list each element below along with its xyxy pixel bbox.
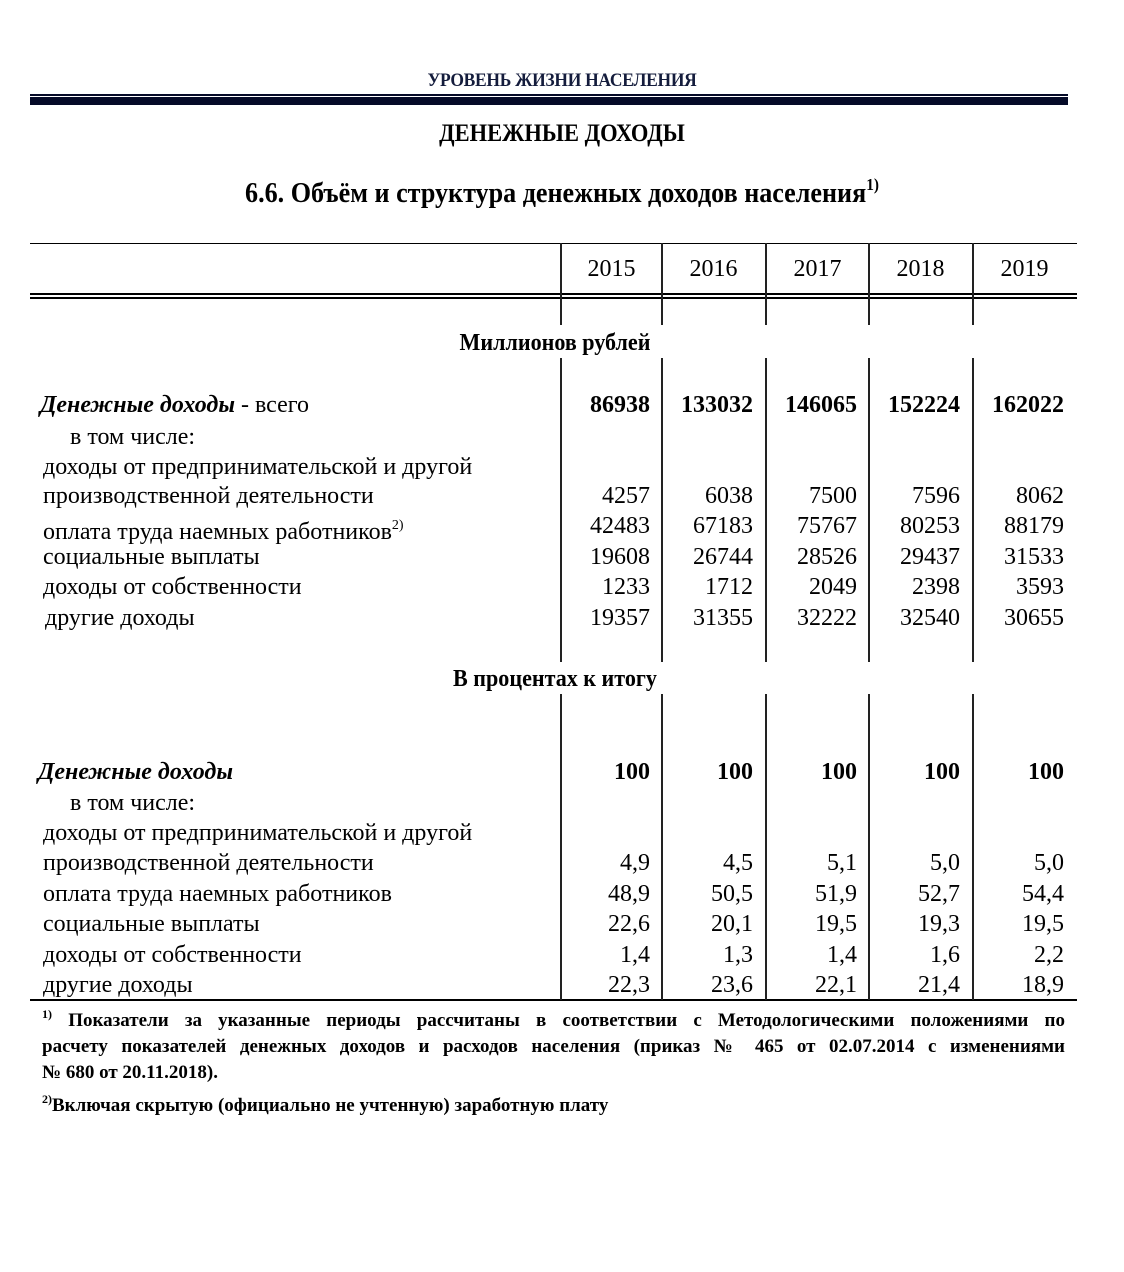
cell: 2049 xyxy=(809,574,857,600)
including-label: в том числе: xyxy=(70,790,196,816)
cell: 6038 xyxy=(705,483,753,509)
footnote-1-line: № 680 от 20.11.2018). xyxy=(42,1062,218,1083)
cell: 1,6 xyxy=(930,942,960,968)
row-label: доходы от собственности xyxy=(43,574,302,600)
footnote-mark: 1) xyxy=(42,1007,52,1021)
row-label: социальные выплаты xyxy=(43,544,260,570)
cell: 5,0 xyxy=(930,850,960,876)
footnote-1-line xyxy=(42,1001,1065,1034)
cell-total: 152224 xyxy=(888,392,960,418)
row-label: производственной деятельности xyxy=(43,850,374,876)
cell: 5,1 xyxy=(827,850,857,876)
cell-total: 100 xyxy=(614,759,650,785)
cell: 19,5 xyxy=(815,911,857,937)
total-label: Денежные доходы xyxy=(40,392,235,418)
column-header-year: 2015 xyxy=(587,256,636,282)
cell: 19357 xyxy=(590,605,650,631)
table-title-text: 6.6. Объём и структура денежных доходов населения xyxy=(245,177,867,209)
cell-total: 100 xyxy=(924,759,960,785)
cell: 31355 xyxy=(693,605,753,631)
cell: 1,4 xyxy=(827,942,857,968)
row-label: доходы от собственности xyxy=(43,942,302,968)
footnotes xyxy=(42,1001,1065,1119)
cell: 26744 xyxy=(693,544,753,570)
section-label-percent: В процентах к итогу xyxy=(453,666,657,692)
row-label: социальные выплаты xyxy=(43,911,260,937)
footnote-1-line: расчету показателей денежных доходов и расходов населения (приказ № 465 от 02.07.2014 с изменениями xyxy=(42,1036,1065,1057)
cell-total: 100 xyxy=(1028,759,1064,785)
cell-total: 86938 xyxy=(590,392,650,418)
cell: 19,5 xyxy=(1022,911,1064,937)
cell: 7500 xyxy=(809,483,857,509)
column-header-year: 2016 xyxy=(689,256,738,282)
cell: 22,1 xyxy=(815,972,857,998)
cell: 20,1 xyxy=(711,911,753,937)
row-label-total xyxy=(40,390,309,420)
cell: 2398 xyxy=(912,574,960,600)
cell: 50,5 xyxy=(711,881,753,907)
total-label: Денежные доходы xyxy=(38,759,233,785)
cell-total: 146065 xyxy=(785,392,857,418)
cell: 4257 xyxy=(602,483,650,509)
cell: 19608 xyxy=(590,544,650,570)
cell: 1712 xyxy=(705,574,753,600)
cell: 22,3 xyxy=(608,972,650,998)
row-label: другие доходы xyxy=(43,972,193,998)
cell: 1233 xyxy=(602,574,650,600)
cell: 30655 xyxy=(1004,605,1064,631)
cell: 18,9 xyxy=(1022,972,1064,998)
cell-total: 100 xyxy=(821,759,857,785)
cell: 32540 xyxy=(900,605,960,631)
cell: 42483 xyxy=(590,513,650,539)
column-header-year: 2019 xyxy=(1000,256,1049,282)
row-label-line1: доходы от предпринимательской и другой xyxy=(43,820,473,846)
cell: 28526 xyxy=(797,544,857,570)
footnote-text: Включая скрытую (официально не учтенную) заработную плату xyxy=(52,1095,609,1116)
header-rule-thin xyxy=(30,94,1068,96)
running-header: УРОВЕНЬ ЖИЗНИ НАСЕЛЕНИЯ xyxy=(427,70,697,91)
footnote-ref-2: 2) xyxy=(391,518,404,533)
row-label: другие доходы xyxy=(45,605,195,631)
cell: 31533 xyxy=(1004,544,1064,570)
cell: 19,3 xyxy=(918,911,960,937)
header-double-rule-top xyxy=(30,293,1077,295)
column-header-year: 2017 xyxy=(793,256,842,282)
cell: 52,7 xyxy=(918,881,960,907)
cell: 80253 xyxy=(900,513,960,539)
footnote-text: Показатели за указанные периоды рассчитаны в соответствии с Методологическими положениями по xyxy=(68,1010,1065,1031)
cell: 4,9 xyxy=(620,850,650,876)
footnote-ref-1: 1) xyxy=(866,175,879,194)
section-label-millions: Миллионов рублей xyxy=(459,330,651,356)
column-header-year: 2018 xyxy=(896,256,945,282)
cell: 1,4 xyxy=(620,942,650,968)
cell-total: 133032 xyxy=(681,392,753,418)
cell: 8062 xyxy=(1016,483,1064,509)
row-label-line1: доходы от предпринимательской и другой xyxy=(43,454,473,480)
cell: 4,5 xyxy=(723,850,753,876)
cell: 21,4 xyxy=(918,972,960,998)
cell-total: 162022 xyxy=(992,392,1064,418)
table-title xyxy=(56,175,1068,210)
row-label-total xyxy=(38,757,233,787)
cell: 51,9 xyxy=(815,881,857,907)
header-double-rule-bottom xyxy=(30,297,1077,299)
cell: 2,2 xyxy=(1034,942,1064,968)
cell: 29437 xyxy=(900,544,960,570)
row-label: производственной деятельности xyxy=(43,483,374,509)
table-top-rule xyxy=(30,243,1077,244)
including-label: в том числе: xyxy=(70,424,196,450)
footnote-2-line xyxy=(42,1086,1065,1119)
cell: 67183 xyxy=(693,513,753,539)
cell: 1,3 xyxy=(723,942,753,968)
cell: 32222 xyxy=(797,605,857,631)
cell: 5,0 xyxy=(1034,850,1064,876)
cell: 22,6 xyxy=(608,911,650,937)
cell: 7596 xyxy=(912,483,960,509)
row-label-text: оплата труда наемных работников xyxy=(43,519,392,545)
cell: 48,9 xyxy=(608,881,650,907)
header-rule-thick xyxy=(30,97,1068,105)
total-label-suffix: - всего xyxy=(234,392,310,418)
chapter-title: ДЕНЕЖНЫЕ ДОХОДЫ xyxy=(439,120,685,147)
cell: 23,6 xyxy=(711,972,753,998)
footnote-mark: 2) xyxy=(42,1092,52,1106)
cell: 54,4 xyxy=(1022,881,1064,907)
row-label: оплата труда наемных работников xyxy=(43,881,392,907)
cell: 88179 xyxy=(1004,513,1064,539)
cell-total: 100 xyxy=(717,759,753,785)
cell: 3593 xyxy=(1016,574,1064,600)
cell: 75767 xyxy=(797,513,857,539)
